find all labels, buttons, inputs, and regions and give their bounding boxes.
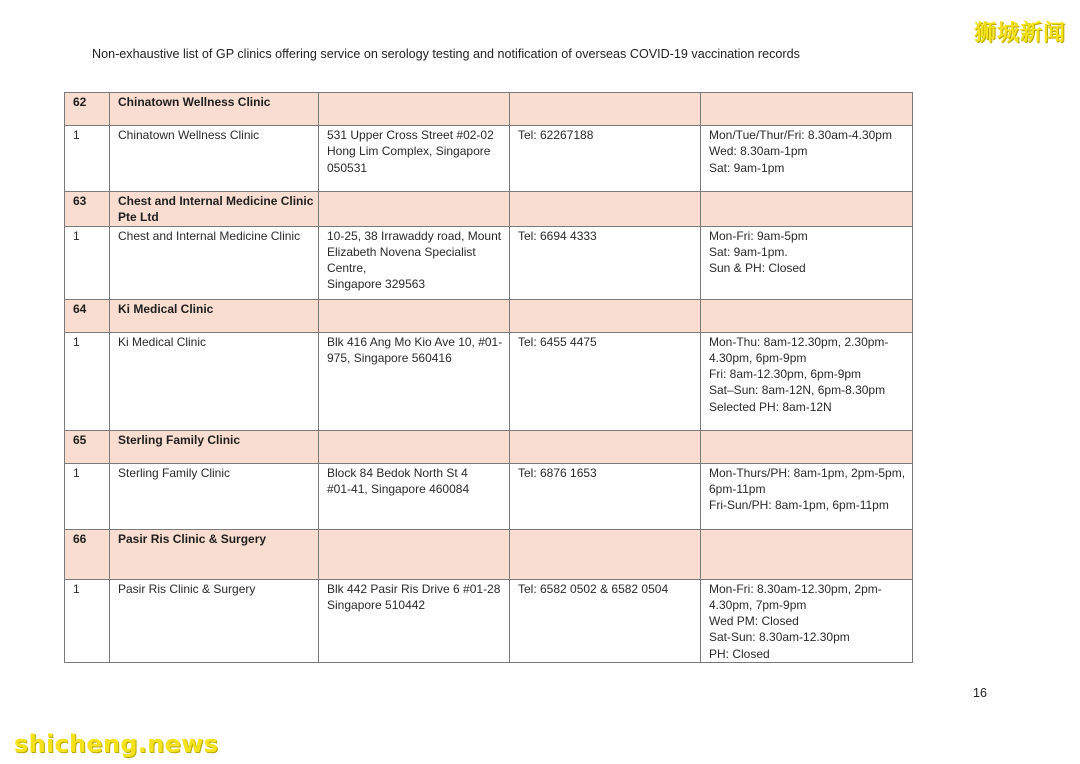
page-number: 16	[973, 686, 987, 700]
cell-number	[65, 93, 110, 126]
cell-text-line: 66	[73, 531, 87, 546]
cell-number	[65, 126, 110, 192]
cell-text-line: Elizabeth Novena Specialist	[327, 244, 476, 259]
cell-address	[319, 529, 510, 579]
cell-text-line: Mon/Tue/Thur/Fri: 8.30am-4.30pm	[709, 128, 892, 142]
cell-clinic-name	[110, 529, 319, 579]
clinic-location-row	[65, 579, 913, 662]
cell-hours	[701, 332, 913, 430]
cell-address	[319, 126, 510, 192]
cell-text-line: Pasir Ris Clinic & Surgery	[118, 581, 256, 596]
cell-address	[319, 93, 510, 126]
cell-text-line: 050531	[327, 160, 368, 175]
cell-phone	[510, 126, 701, 192]
cell-phone	[510, 192, 701, 227]
cell-text-line: Singapore 510442	[327, 597, 426, 612]
cell-hours	[701, 463, 913, 529]
cell-clinic-name	[110, 430, 319, 463]
cell-text-line: 65	[73, 432, 87, 447]
cell-text-line: Mon-Fri: 8.30am-12.30pm, 2pm-	[709, 581, 882, 596]
clinic-group-header-row	[65, 430, 913, 463]
cell-address	[319, 332, 510, 430]
cell-hours	[701, 226, 913, 299]
watermark-bottom: shicheng.news	[14, 730, 219, 758]
cell-text-line: 1	[73, 228, 80, 243]
cell-text-line: 62	[73, 95, 87, 109]
cell-text-line: Ki Medical Clinic	[118, 301, 214, 316]
cell-address	[319, 192, 510, 227]
cell-text-line: #01-41, Singapore 460084	[327, 481, 470, 496]
cell-text-line: Chinatown Wellness Clinic	[118, 95, 271, 109]
cell-text-line: Sat-Sun: 8.30am-12.30pm	[709, 630, 850, 645]
cell-number	[65, 299, 110, 332]
cell-text-line: Fri-Sun/PH: 8am-1pm, 6pm-11pm	[709, 498, 889, 513]
page-title: Non-exhaustive list of GP clinics offering service on serology testing and notification of overseas COVID-19 vaccination records	[92, 47, 800, 61]
cell-text-line: 1	[73, 128, 80, 142]
cell-text-line: Wed: 8.30am-1pm	[709, 144, 808, 159]
cell-text-line: Sat: 9am-1pm.	[709, 244, 788, 259]
cell-clinic-name	[110, 93, 319, 126]
cell-hours	[701, 192, 913, 227]
clinic-table-body	[65, 93, 913, 663]
cell-text-line: Fri: 8am-12.30pm, 6pm-9pm	[709, 367, 862, 382]
cell-text-line: Sat–Sun: 8am-12N, 6pm-8.30pm	[709, 383, 886, 398]
cell-text-line: Tel: 6582 0502 & 6582 0504	[518, 581, 669, 596]
cell-text-line: Mon-Thu: 8am-12.30pm, 2.30pm-	[709, 334, 889, 349]
cell-number	[65, 332, 110, 430]
cell-number	[65, 529, 110, 579]
cell-number	[65, 579, 110, 662]
cell-address	[319, 579, 510, 662]
cell-hours	[701, 579, 913, 662]
cell-text-line: Block 84 Bedok North St 4	[327, 465, 468, 480]
cell-text-line: 1	[73, 465, 80, 480]
watermark-top: 狮城新闻	[973, 21, 1066, 46]
cell-text-line: Chest and Internal Medicine Clinic	[118, 194, 314, 208]
cell-text-line: Chinatown Wellness Clinic	[118, 128, 260, 142]
cell-phone	[510, 463, 701, 529]
cell-clinic-name	[110, 579, 319, 662]
cell-text-line: 531 Upper Cross Street #02-02	[327, 128, 494, 142]
clinic-group-header-row	[65, 299, 913, 332]
cell-address	[319, 226, 510, 299]
clinic-group-header-row	[65, 192, 913, 227]
cell-text-line: 10-25, 38 Irrawaddy road, Mount	[327, 228, 502, 243]
cell-text-line: 975, Singapore 560416	[327, 350, 452, 365]
cell-hours	[701, 299, 913, 332]
cell-hours	[701, 529, 913, 579]
cell-number	[65, 463, 110, 529]
cell-phone	[510, 226, 701, 299]
clinic-group-header-row	[65, 93, 913, 126]
cell-text-line: Mon-Thurs/PH: 8am-1pm, 2pm-5pm,	[709, 465, 906, 480]
cell-text-line: Singapore 329563	[327, 277, 426, 292]
cell-text-line: Hong Lim Complex, Singapore	[327, 144, 491, 159]
cell-text-line: Chest and Internal Medicine Clinic	[118, 228, 301, 243]
cell-text-line: Blk 442 Pasir Ris Drive 6 #01-28	[327, 581, 501, 596]
clinic-location-row	[65, 332, 913, 430]
cell-address	[319, 299, 510, 332]
cell-text-line: Wed PM: Closed	[709, 614, 799, 629]
cell-text-line: PH: Closed	[709, 646, 770, 661]
clinic-location-row	[65, 126, 913, 192]
cell-text-line: Blk 416 Ang Mo Kio Ave 10, #01-	[327, 334, 503, 349]
cell-text-line: Tel: 6455 4475	[518, 334, 597, 349]
clinic-location-row	[65, 226, 913, 299]
cell-phone	[510, 579, 701, 662]
cell-text-line: Sun & PH: Closed	[709, 261, 806, 276]
cell-hours	[701, 126, 913, 192]
cell-clinic-name	[110, 332, 319, 430]
cell-text-line: Tel: 6694 4333	[518, 228, 597, 243]
cell-clinic-name	[110, 192, 319, 227]
cell-clinic-name	[110, 226, 319, 299]
cell-hours	[701, 430, 913, 463]
cell-text-line: 1	[73, 334, 80, 349]
cell-hours	[701, 93, 913, 126]
cell-text-line: 1	[73, 581, 80, 596]
cell-text-line: Tel: 6876 1653	[518, 465, 597, 480]
cell-text-line: Tel: 62267188	[518, 128, 594, 142]
cell-number	[65, 192, 110, 227]
cell-phone	[510, 93, 701, 126]
cell-text-line: Pasir Ris Clinic & Surgery	[118, 531, 267, 546]
clinic-group-header-row	[65, 529, 913, 579]
cell-clinic-name	[110, 463, 319, 529]
clinic-table	[64, 92, 913, 663]
cell-text-line: Mon-Fri: 9am-5pm	[709, 228, 808, 243]
cell-text-line: 63	[73, 194, 87, 208]
cell-text-line: Centre,	[327, 261, 367, 276]
cell-phone	[510, 299, 701, 332]
cell-text-line: Selected PH: 8am-12N	[709, 399, 832, 414]
cell-clinic-name	[110, 126, 319, 192]
cell-text-line: Sterling Family Clinic	[118, 465, 231, 480]
cell-text-line: 6pm-11pm	[709, 481, 766, 496]
cell-text-line: Sterling Family Clinic	[118, 432, 241, 447]
cell-text-line: 64	[73, 301, 87, 316]
cell-address	[319, 430, 510, 463]
cell-clinic-name	[110, 299, 319, 332]
cell-text-line: 4.30pm, 7pm-9pm	[709, 597, 807, 612]
cell-text-line: Sat: 9am-1pm	[709, 160, 785, 175]
cell-phone	[510, 430, 701, 463]
cell-address	[319, 463, 510, 529]
clinic-location-row	[65, 463, 913, 529]
cell-text-line: Ki Medical Clinic	[118, 334, 207, 349]
cell-number	[65, 430, 110, 463]
cell-phone	[510, 332, 701, 430]
cell-phone	[510, 529, 701, 579]
cell-text-line: Pte Ltd	[118, 210, 159, 225]
cell-number	[65, 226, 110, 299]
cell-text-line: 4.30pm, 6pm-9pm	[709, 350, 807, 365]
